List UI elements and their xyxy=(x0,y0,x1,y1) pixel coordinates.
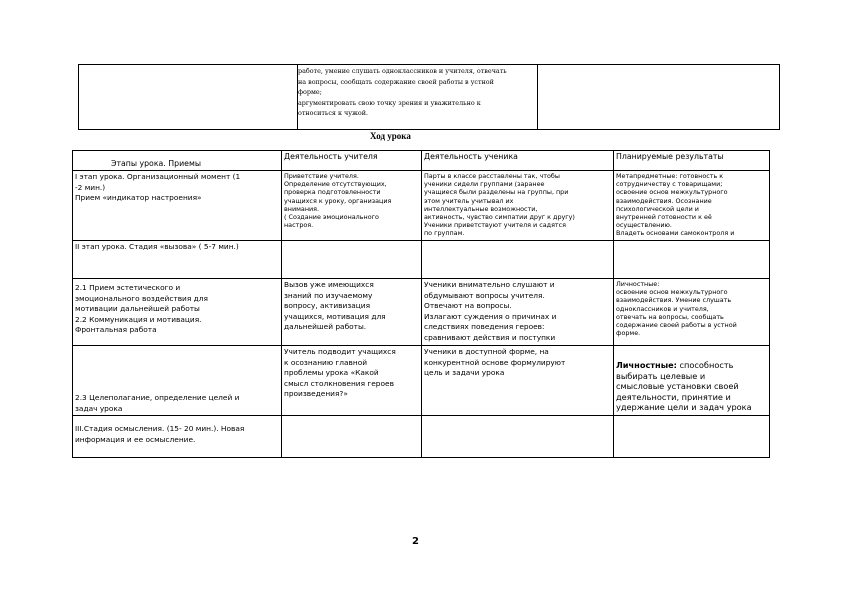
text-line: вопросу, активизация xyxy=(284,301,371,310)
text-line: выбирать целевые и xyxy=(616,370,706,381)
text-line: относиться к чужой. xyxy=(298,109,369,117)
result-cell xyxy=(614,171,770,241)
table-row xyxy=(73,346,770,416)
text-line: сотрудничеству с товарищами; xyxy=(616,180,723,189)
teacher-cell xyxy=(282,279,422,346)
text-line: ( Создание эмоционального xyxy=(284,213,379,222)
text-line: 2.2 Коммуникация и мотивация. xyxy=(75,314,202,324)
text-span: способность xyxy=(676,360,734,370)
text-line: -2 мин.) xyxy=(75,182,106,192)
text-line: Учитель подводит учащихся xyxy=(284,347,396,356)
stage-cell xyxy=(73,346,282,416)
student-cell xyxy=(422,241,614,279)
page-number: 2 xyxy=(412,536,419,547)
text-line: проблемы урока «Какой xyxy=(284,368,379,377)
teacher-cell xyxy=(282,416,422,458)
top-cell-text xyxy=(298,66,538,119)
text-line: Парты в классе расставлены так, чтобы xyxy=(424,172,560,180)
teacher-cell xyxy=(282,171,422,241)
text-line: аргументировать свою точку зрения и уважительно к xyxy=(298,98,481,107)
text-line: Личностные: xyxy=(616,280,660,288)
text-line: 2.1 Прием эстетического и xyxy=(75,283,181,292)
text-line: Приветствие учителя. xyxy=(284,172,359,180)
student-cell xyxy=(422,416,614,458)
text-line: сравнивают действия и поступки xyxy=(424,332,556,342)
text-line: осуществлению. xyxy=(616,221,672,230)
text-line: проверка подготовленности xyxy=(284,188,381,197)
text-line: к осознанию главной xyxy=(284,357,368,367)
header-stages: Этапы урока. Приемы xyxy=(73,151,282,171)
teacher-cell xyxy=(282,241,422,279)
text-line: взаимодействия. Осознание xyxy=(616,196,712,205)
text-line: Отвечают на вопросы. xyxy=(424,301,512,310)
table-row xyxy=(73,279,770,346)
text-line: Владеть основами самоконтроля и xyxy=(616,229,735,238)
text-line: учащихся, мотивация для xyxy=(284,311,386,321)
text-line: Прием «индикатор настроения» xyxy=(75,193,202,202)
table-header-row xyxy=(73,151,770,171)
text-line: одноклассников и учителя, xyxy=(616,304,709,313)
text-line: знаний по изучаемому xyxy=(284,290,373,300)
text-line: учащиеся были разделены на группы, при xyxy=(424,188,569,197)
result-cell xyxy=(614,241,770,279)
text-line: отвечать на вопросы, сообщать xyxy=(616,312,724,321)
text-line: Ученики внимательно слушают и xyxy=(424,280,555,289)
text-line: цель и задачи урока xyxy=(424,368,505,377)
stage-cell xyxy=(73,241,282,279)
text-line: информация и ее осмысление. xyxy=(75,434,196,444)
teacher-cell xyxy=(282,346,422,416)
text-line: по группам. xyxy=(424,229,465,238)
text-line: Фронтальная работа xyxy=(75,325,157,334)
text-line: смысл столкновения героев xyxy=(284,378,394,388)
text-line: дальнейшей работы. xyxy=(284,322,367,331)
text-line: внимания. xyxy=(284,204,320,213)
text-line xyxy=(616,360,767,371)
header-results: Планируемые результаты xyxy=(614,151,770,171)
stage-cell xyxy=(73,416,282,458)
text-line: взаимодействия. Умение слушать xyxy=(616,296,732,305)
text-line: II этап урока. Стадия «вызова» ( 5-7 мин.) xyxy=(75,242,239,251)
text-line: внутренней готовности к её xyxy=(616,213,712,222)
table-row xyxy=(73,171,770,241)
text-line: следствиях поведения героев: xyxy=(424,322,545,331)
text-line: активность, чувство симпатии друг к другу) xyxy=(424,213,575,222)
text-line: Метапредметные: готовность к xyxy=(616,172,724,180)
text-line: III.Стадия осмысления. (15- 20 мин.). Новая xyxy=(75,424,245,433)
table-row xyxy=(73,416,770,458)
text-line: Определение отсутствующих, xyxy=(284,180,387,189)
result-cell xyxy=(614,346,770,416)
text-line: этом учитель учитывал их xyxy=(424,196,514,205)
text-line: мотивации дальнейшей работы xyxy=(75,304,200,313)
text-line: 2.3 Целеполагание, определение целей и xyxy=(75,393,240,402)
student-cell xyxy=(422,346,614,416)
text-line: интеллектуальные возможности, xyxy=(424,204,538,213)
text-line: деятельности, принятие и xyxy=(616,391,731,402)
text-line: эмоционального воздействия для xyxy=(75,293,208,303)
lesson-table xyxy=(72,150,770,458)
result-cell xyxy=(614,416,770,458)
text-line: учащихся к уроку, организация xyxy=(284,196,392,205)
text-line: удержание цели и задач урока xyxy=(616,402,752,412)
text-line: настроя. xyxy=(284,221,314,230)
text-line: конкурентной основе формулируют xyxy=(424,357,566,367)
text-line: содержание своей работы в устной xyxy=(616,321,737,330)
text-line: ученики сидели группами (заранее xyxy=(424,180,545,189)
text-line: Вызов уже имеющихся xyxy=(284,280,374,289)
text-line: форме. xyxy=(616,329,641,338)
text-line: форме; xyxy=(298,88,322,96)
text-line: смысловые установки своей xyxy=(616,381,739,391)
text-line: Ученики приветствуют учителя и садятся xyxy=(424,221,566,230)
stage-cell xyxy=(73,171,282,241)
header-student: Деятельность ученика xyxy=(422,151,614,171)
text-line: произведения?» xyxy=(284,389,348,398)
text-line: Излагают суждения о причинах и xyxy=(424,311,557,321)
text-line: задач урока xyxy=(75,403,123,413)
lesson-heading: Ход урока xyxy=(370,131,411,141)
text-line: психологической цели и xyxy=(616,204,699,213)
text-line: Ученики в доступной форме, на xyxy=(424,347,549,356)
student-cell xyxy=(422,279,614,346)
student-cell xyxy=(422,171,614,241)
result-cell xyxy=(614,279,770,346)
table-row xyxy=(73,241,770,279)
text-line: работе, умение слушать одноклассников и учителя, отвечать xyxy=(298,67,507,75)
text-line: освоение основ межкультурного xyxy=(616,188,728,197)
header-teacher: Деятельность учителя xyxy=(282,151,422,171)
bold-label: Личностные: xyxy=(616,360,677,370)
stage-cell xyxy=(73,279,282,346)
text-line: на вопросы, сообщать содержание своей работы в устной xyxy=(298,77,494,86)
text-line: освоение основ межкультурного xyxy=(616,288,728,297)
text-line: I этап урока. Организационный момент (1 xyxy=(75,172,241,181)
text-line: обдумывают вопросы учителя. xyxy=(424,290,545,300)
